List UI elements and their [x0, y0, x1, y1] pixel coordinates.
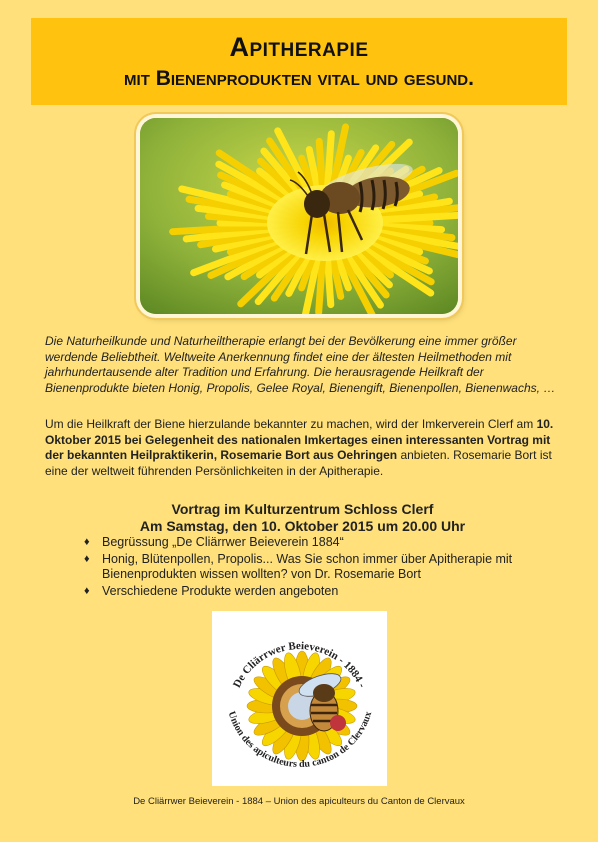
program-item-text: Verschiedene Produkte werden angeboten [102, 583, 339, 598]
beekeepers-logo [212, 611, 387, 786]
program-item [82, 584, 522, 600]
sunflower-bee-logo-icon [212, 611, 387, 786]
program-item [82, 535, 522, 551]
diamond-bullet-icon: ♦ [84, 552, 90, 565]
announcement-highlight: 10. Oktober 2015 bei Gelegenheit des nationalen Imkertages einen interessanten Vortrag mit der bekannten Heilpraktikerin, Rosemarie Bort aus Oehringen [45, 417, 554, 462]
diamond-bullet-icon: ♦ [84, 536, 90, 548]
page-title: Apitherapie [229, 32, 369, 62]
program-item-text: Honig, Blütenpollen, Propolis... Was Sie schon immer über Apitherapie mit Bienenprodukten wissen wollten? von Dr. Rosemarie Bort [102, 551, 513, 581]
program-item-text: Begrüssung „De Cliärrwer Beieverein 1884“ [102, 535, 344, 549]
diamond-bullet-icon: ♦ [84, 584, 90, 597]
logo-ring-text-top: De Cliärrwer Beieverein - 1884 - [231, 640, 369, 690]
logo-ring-text-bottom: Union des apiculteurs du canton de Clervaux [225, 710, 375, 771]
announcement-paragraph [45, 417, 560, 479]
page-subtitle: mit Bienenprodukten vital und gesund. [124, 67, 474, 90]
announcement-text-part1: Um die Heilkraft der Biene hierzulande bekannter zu machen, wird der Imkerverein Clerf am [45, 417, 537, 431]
announcement-text-part2: anbieten. Rosemarie Bort ist eine der weltweit führenden Persönlichkeiten in der Apitherapie. [45, 448, 552, 478]
footer-caption: De Cliärrwer Beieverein - 1884 – Union des apiculteurs du Canton de Clervaux [133, 796, 465, 807]
program-item [82, 552, 522, 583]
bee-on-dandelion-photo [140, 118, 458, 314]
program-list [82, 535, 522, 600]
event-title: Vortrag im Kulturzentrum Schloss Clerf [171, 501, 434, 517]
intro-paragraph: Die Naturheilkunde und Naturheiltherapie erlangt bei der Bevölkerung eine immer größer werdende Beliebtheit. Weltweite Anerkennung findet eine der ältesten Heilmethoden mit jahrhundertausende alter Tradition und Erfahrung. Die herausragende Heilkraft der Bienenprodukte bieten Honig, Propolis, Gelee Royal, Bienengift, Bienenpollen, Bienenwachs, … [45, 334, 556, 395]
event-date: Am Samstag, den 10. Oktober 2015 um 20.00 Uhr [139, 518, 466, 534]
title-banner [31, 18, 567, 105]
bee-photo-illustration [140, 118, 458, 314]
